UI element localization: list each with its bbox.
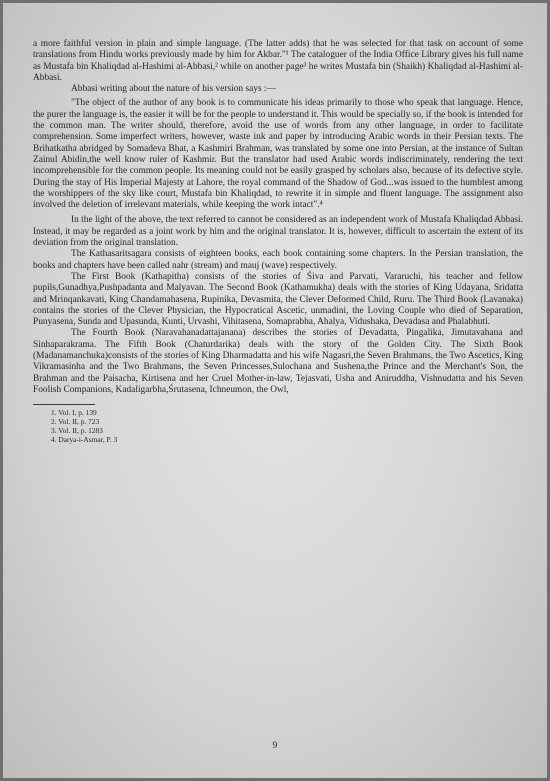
- footnote-3: 3. Vol. II, p. 1283: [51, 426, 103, 436]
- page-number: 9: [272, 741, 278, 751]
- paragraph-fourth-book: The Fourth Book (Naravahanadattajanana) describes the stories of Devadatta, Pingalika, Jimutavahana and Sinhaparakrama. The Fifth Book (Chaturdarika) deals with the story of the Golden City. The Sixth Book (Madanamanchuka)consists of the stories of King Dharmadatta and his wife Nagasri,the Seven Brahmans, the Two Ascetics, King Vikramasinha and the Two Brahmans, the Seven Princesses,Sulochana and Sushena,the Prince and the Merchant's Son, the Brahman and the Paisacha, Kirtisena and her Cruel Mother-in-law, Tejasvati, Usha and Aniruddha, Vishnudatta and his Seven Foolish Companions, Kadaligarbha,Śrutasena, Ichneumon, the Owl,: [33, 328, 523, 395]
- paragraph-first-book: The First Book (Kathapitha) consists of the stories of Śiva and Parvati, Vararuchi, his teacher and fellow pupils,Gunadhya,Pushpadanta and Malyavan. The Second Book (Kathamukha) deals with the stories of King Udayana, Sridatta and Mrinqankavati, King Chandamahasena, Rupinika, Devasmita, the Clever Deformed Child, Ruru. The Third Book (Lavanaka) contains the stories of the Clever Physician, the Hypocratical Ascetic, unmadini, the Loving Couple who died of Separation, Punyasena, Sunda and Upasunda, Kunti, Urvashi, Vihitasena, Somaprabha, Ahalya, Vidushaka, Devadasa and Phalabhuti.: [33, 271, 523, 328]
- paragraph-joint-work: In the light of the above, the text referred to cannot be considered as an independent work of Mustafa Khaliqdad Abbasi. Instead, it may be regarded as a joint work by him and the original translator. It is, however, difficult to ascertain the extent of its deviation from the original translation.: [33, 215, 523, 249]
- paragraph-intro-quote: Abbasi writing about the nature of his version says :—: [71, 84, 276, 95]
- book-page: [3, 3, 547, 778]
- page-body: [33, 39, 523, 444]
- footnote-2: 2. Vol. II, p. 723: [51, 417, 100, 427]
- footnote-divider: [33, 404, 95, 405]
- block-quote: "The object of the author of any book is to communicate his ideas primarily to those who speak that language. Hence, the purer the language is, the easier it will be for the people to understand it. This would be specially so, if the book is intended for the common man. The writer should, therefore, avoid the use of words from any other language, in order to facilitate comprehension. Some imperfect writers, however, waste ink and paper by introducing Arabic words in their Persian texts. The Brihatkatha abridged by Somadeva Bhat, a Kashmiri Brahman, was translated by some one into Persian, at the instance of Sultan Zainul Abidin,the well know ruler of Kashmir. But the translator had used Arabic words indiscriminately, rendering the text incomprehensible for the common people. Its meaning could not be easily grasped by scholars also, because of its defective style. During the stay of His Imperial Majesty at Lahore, the royal command of the Shadow of God...was issued to the humblest among the worshippers of the sky like court, Mustafa bin Khaliqdad, to rewrite it in simple and fluent language. The assignment also involved the deletion of irrelevant materials, while keeping the work intact".⁴: [33, 98, 523, 211]
- footnote-4: 4. Darya-i-Asmar, P. 3: [51, 435, 118, 445]
- paragraph-continuation: a more faithful version in plain and simple language. (The latter adds) that he was selected for that task on account of some translations from Hindu works previously made by him for Akbar."¹ The cataloguer of the India Office Library gives his full name as Mustafa bin Khaliqdad al-Hashimi al-Abbasi,² while on another page³ he writes Mustafa bin (Shaikh) Khaliqdad al-Hashimi al-Abbasi.: [33, 39, 523, 83]
- footnote-1: 1. Vol. I, p. 139: [51, 408, 97, 418]
- paragraph-books-structure: The Kathasaritsagara consists of eighteen books, each book containing some chapters. In the Persian translation, the books and chapters have been called nahr (stream) and mauj (wave) respectively.: [33, 249, 523, 271]
